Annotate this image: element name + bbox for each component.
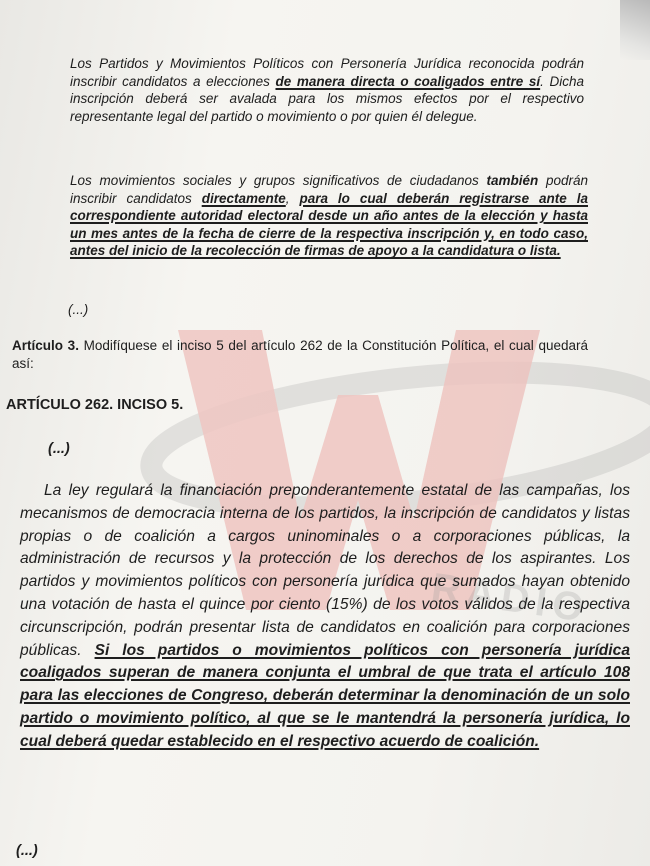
para1-text-b: . Dicha inscripción deberá ser avalada para los mismos efectos por el respectivo representante legal del partido o movimiento o por quien él delegue. [70,73,584,124]
ellipsis-3: (...) [16,843,38,859]
para2-text-b: podrán inscribir candidatos [70,173,588,206]
para1-text-a: Los Partidos y Movimientos Políticos con Personería Jurídica reconocida podrán inscribir candidatos a elecciones [70,56,584,89]
page-corner-shadow [620,0,650,60]
article-262-body [20,480,630,754]
quoted-paragraph-1 [70,55,584,125]
para3-text: La ley regulará la financiación preponderantemente estatal de las campañas, los mecanismos de democracia interna de los partidos, la inscripción de candidatos y listas propias o de coalición a cargos uninominales o a corporaciones públicas, la administración de recursos y la protección de los derechos de los aspirantes. Los partidos y movimientos políticos con personería jurídica que sumados hayan obtenido una votación de hasta el quince por ciento (15%) de los votos válidos de la respectiva circunscripción, podrán presentar lista de candidatos en coalición para corporaciones públicas. [20,482,630,659]
para1-underlined-phrase: de manera directa o coaligados entre sí [275,73,541,89]
para2-underlined-clause: para lo cual deberán registrarse ante la correspondiente autoridad electoral desde un año antes de la elección y hasta un mes antes de la fecha de cierre de la respectiva inscripción y, en todo caso, antes del inicio de la recolección de firmas de apoyo a la candidatura o lista. [70,190,588,259]
article-262-heading: ARTÍCULO 262. INCISO 5. [6,397,184,413]
ellipsis-1: (...) [68,302,89,317]
para2-underlined-word: directamente [201,190,286,206]
quoted-paragraph-2 [70,172,588,260]
article-3-paragraph [12,337,588,372]
para2-bold-word: también [486,173,539,188]
article-3-label: Artículo 3. [12,338,79,353]
watermark-brand-text: RADIO [428,565,593,632]
para3-underlined-amendment: Si los partidos o movimientos políticos con personería jurídica coaligados superan de manera conjunta el umbral de que trata el artículo 108 para las elecciones de Congreso, deberán determinar la denominación de un solo partido o movimiento político, al que se le mantendrá la personería jurídica, lo cual deberá quedar establecido en el respectivo acuerdo de coalición. [20,641,630,750]
article-3-text: Modifíquese el inciso 5 del artículo 262 de la Constitución Política, el cual quedará así: [12,338,589,371]
para2-text-a: Los movimientos sociales y grupos significativos de ciudadanos [70,173,487,188]
ellipsis-2: (...) [48,441,70,457]
para2-comma: , [285,190,300,206]
